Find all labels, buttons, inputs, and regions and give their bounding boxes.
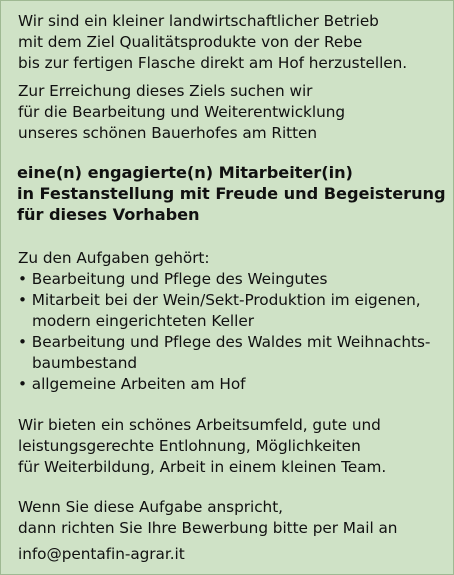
goal-line: für die Bearbeitung und Weiterentwicklung <box>18 103 346 121</box>
task-item: • Bearbeitung und Pflege des Weingutes <box>18 270 328 288</box>
contact-email[interactable]: info@pentafin-agrar.it <box>18 545 185 563</box>
task-item: • Bearbeitung und Pflege des Waldes mit Weihnachts- <box>18 333 431 351</box>
headline-line: für dieses Vorhaben <box>17 205 200 224</box>
apply-line: dann richten Sie Ihre Bewerbung bitte per Mail an <box>18 519 398 537</box>
tasks-heading: Zu den Aufgaben gehört: <box>18 249 210 267</box>
goal-line: unseres schönen Bauerhofes am Ritten <box>18 124 318 142</box>
goal-line: Zur Erreichung dieses Ziels suchen wir <box>18 82 313 100</box>
task-item: • allgemeine Arbeiten am Hof <box>18 375 246 393</box>
headline-line: eine(n) engagierte(n) Mitarbeiter(in) <box>17 163 353 182</box>
intro-line: mit dem Ziel Qualitätsprodukte von der Rebe <box>18 33 363 51</box>
intro-line: bis zur fertigen Flasche direkt am Hof herzustellen. <box>18 54 408 72</box>
offer-line: für Weiterbildung, Arbeit in einem kleinen Team. <box>18 458 387 476</box>
headline-line: in Festanstellung mit Freude und Begeisterung <box>17 184 446 203</box>
apply-line: Wenn Sie diese Aufgabe anspricht, <box>18 498 283 516</box>
intro-line: Wir sind ein kleiner landwirtschaftlicher Betrieb <box>18 12 379 30</box>
task-item-continuation: modern eingerichteten Keller <box>32 312 254 330</box>
offer-line: Wir bieten ein schönes Arbeitsumfeld, gute und <box>18 416 381 434</box>
task-item-continuation: baumbestand <box>32 354 137 372</box>
task-item: • Mitarbeit bei der Wein/Sekt-Produktion im eigenen, <box>18 291 421 309</box>
offer-line: leistungsgerechte Entlohnung, Möglichkeiten <box>18 437 361 455</box>
